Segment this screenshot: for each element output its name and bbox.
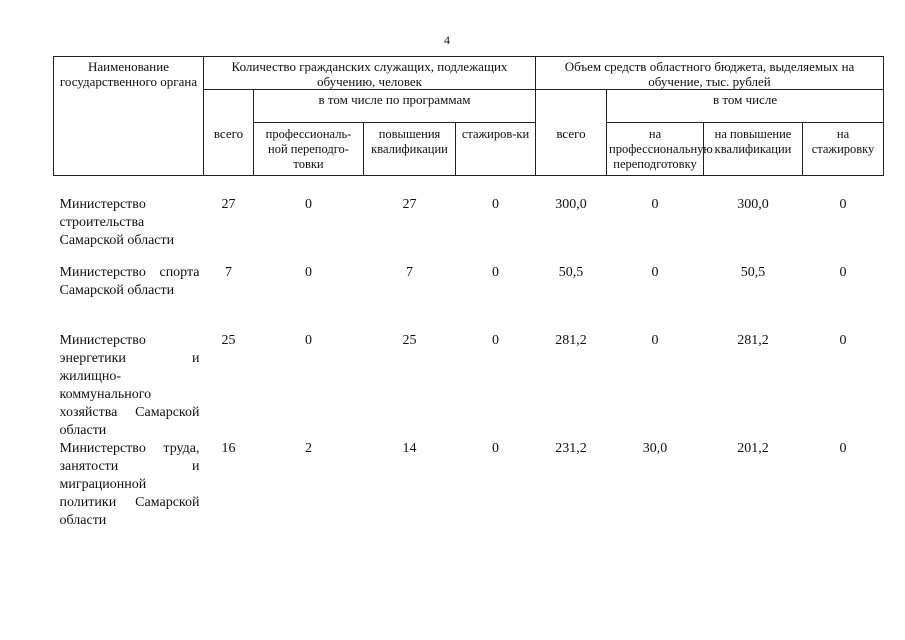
header-count-qualification: повышения квалификации <box>364 123 456 176</box>
table-body <box>54 176 884 541</box>
count-retraining-cell: 0 <box>305 333 312 348</box>
count-internship-cell: 0 <box>492 333 499 348</box>
header-gap <box>54 176 884 197</box>
table-row <box>54 332 884 440</box>
header-budget-internship: на стажировку <box>803 123 884 176</box>
count-qualification-cell: 27 <box>402 197 417 212</box>
budget-retraining-cell: 0 <box>651 265 659 280</box>
budget-internship-cell: 0 <box>839 333 847 348</box>
budget-qualification-cell: 201,2 <box>737 441 769 456</box>
count-total-cell: 27 <box>221 197 236 212</box>
count-internship-cell: 0 <box>492 441 499 456</box>
budget-retraining-cell: 0 <box>651 333 659 348</box>
header-group-count: Количество гражданских служащих, подлежащих обучению, человек <box>204 57 536 90</box>
count-total-cell: 16 <box>221 441 236 456</box>
count-qualification-cell: 25 <box>402 333 417 348</box>
page-number: 4 <box>444 33 450 47</box>
count-retraining-cell: 0 <box>305 197 312 212</box>
budget-total-cell: 231,2 <box>555 441 587 456</box>
org-name-cell: Министерство энергетики и жилищно-коммунального хозяйства Самарской области <box>59 333 200 438</box>
header-group-budget: Объем средств областного бюджета, выделяемых на обучение, тыс. рублей <box>536 57 884 90</box>
training-table <box>53 56 884 540</box>
count-retraining-cell: 0 <box>305 265 312 280</box>
header-count-retraining: профессиональ-ной переподго-товки <box>254 123 364 176</box>
header-budget-qualification: на повышение квалификации <box>704 123 803 176</box>
budget-internship-cell: 0 <box>839 265 847 280</box>
table-header <box>54 57 884 176</box>
org-name-cell: Министерство спорта Самарской области <box>59 265 200 298</box>
org-name-cell: Министерство труда, занятости и миграционной политики Самарской области <box>59 441 200 528</box>
header-count-internship: стажиров-ки <box>456 123 536 176</box>
budget-qualification-cell: 300,0 <box>737 197 769 212</box>
budget-retraining-cell: 0 <box>651 197 659 212</box>
budget-qualification-cell: 50,5 <box>740 265 766 280</box>
budget-total-cell: 50,5 <box>558 265 584 280</box>
count-total-cell: 25 <box>221 333 236 348</box>
count-internship-cell: 0 <box>492 197 499 212</box>
header-count-total: всего <box>204 90 254 176</box>
budget-total-cell: 300,0 <box>555 197 587 212</box>
count-qualification-cell: 14 <box>402 441 417 456</box>
table-row <box>54 440 884 540</box>
count-internship-cell: 0 <box>492 265 499 280</box>
header-including: в том числе <box>607 90 884 123</box>
header-budget-retraining: на профессиональную переподготовку <box>607 123 704 176</box>
budget-total-cell: 281,2 <box>555 333 587 348</box>
budget-qualification-cell: 281,2 <box>737 333 769 348</box>
count-qualification-cell: 7 <box>406 265 413 280</box>
org-name-cell: Министерство строительства Самарской области <box>59 197 175 248</box>
table-row <box>54 196 884 264</box>
count-retraining-cell: 2 <box>305 441 312 456</box>
count-total-cell: 7 <box>225 265 232 280</box>
header-budget-total: всего <box>536 90 607 176</box>
header-including-programs: в том числе по программам <box>254 90 536 123</box>
budget-internship-cell: 0 <box>839 441 847 456</box>
header-org-name: Наименование государственного органа <box>54 57 204 176</box>
budget-internship-cell: 0 <box>839 197 847 212</box>
budget-retraining-cell: 30,0 <box>642 441 668 456</box>
table-row <box>54 264 884 332</box>
